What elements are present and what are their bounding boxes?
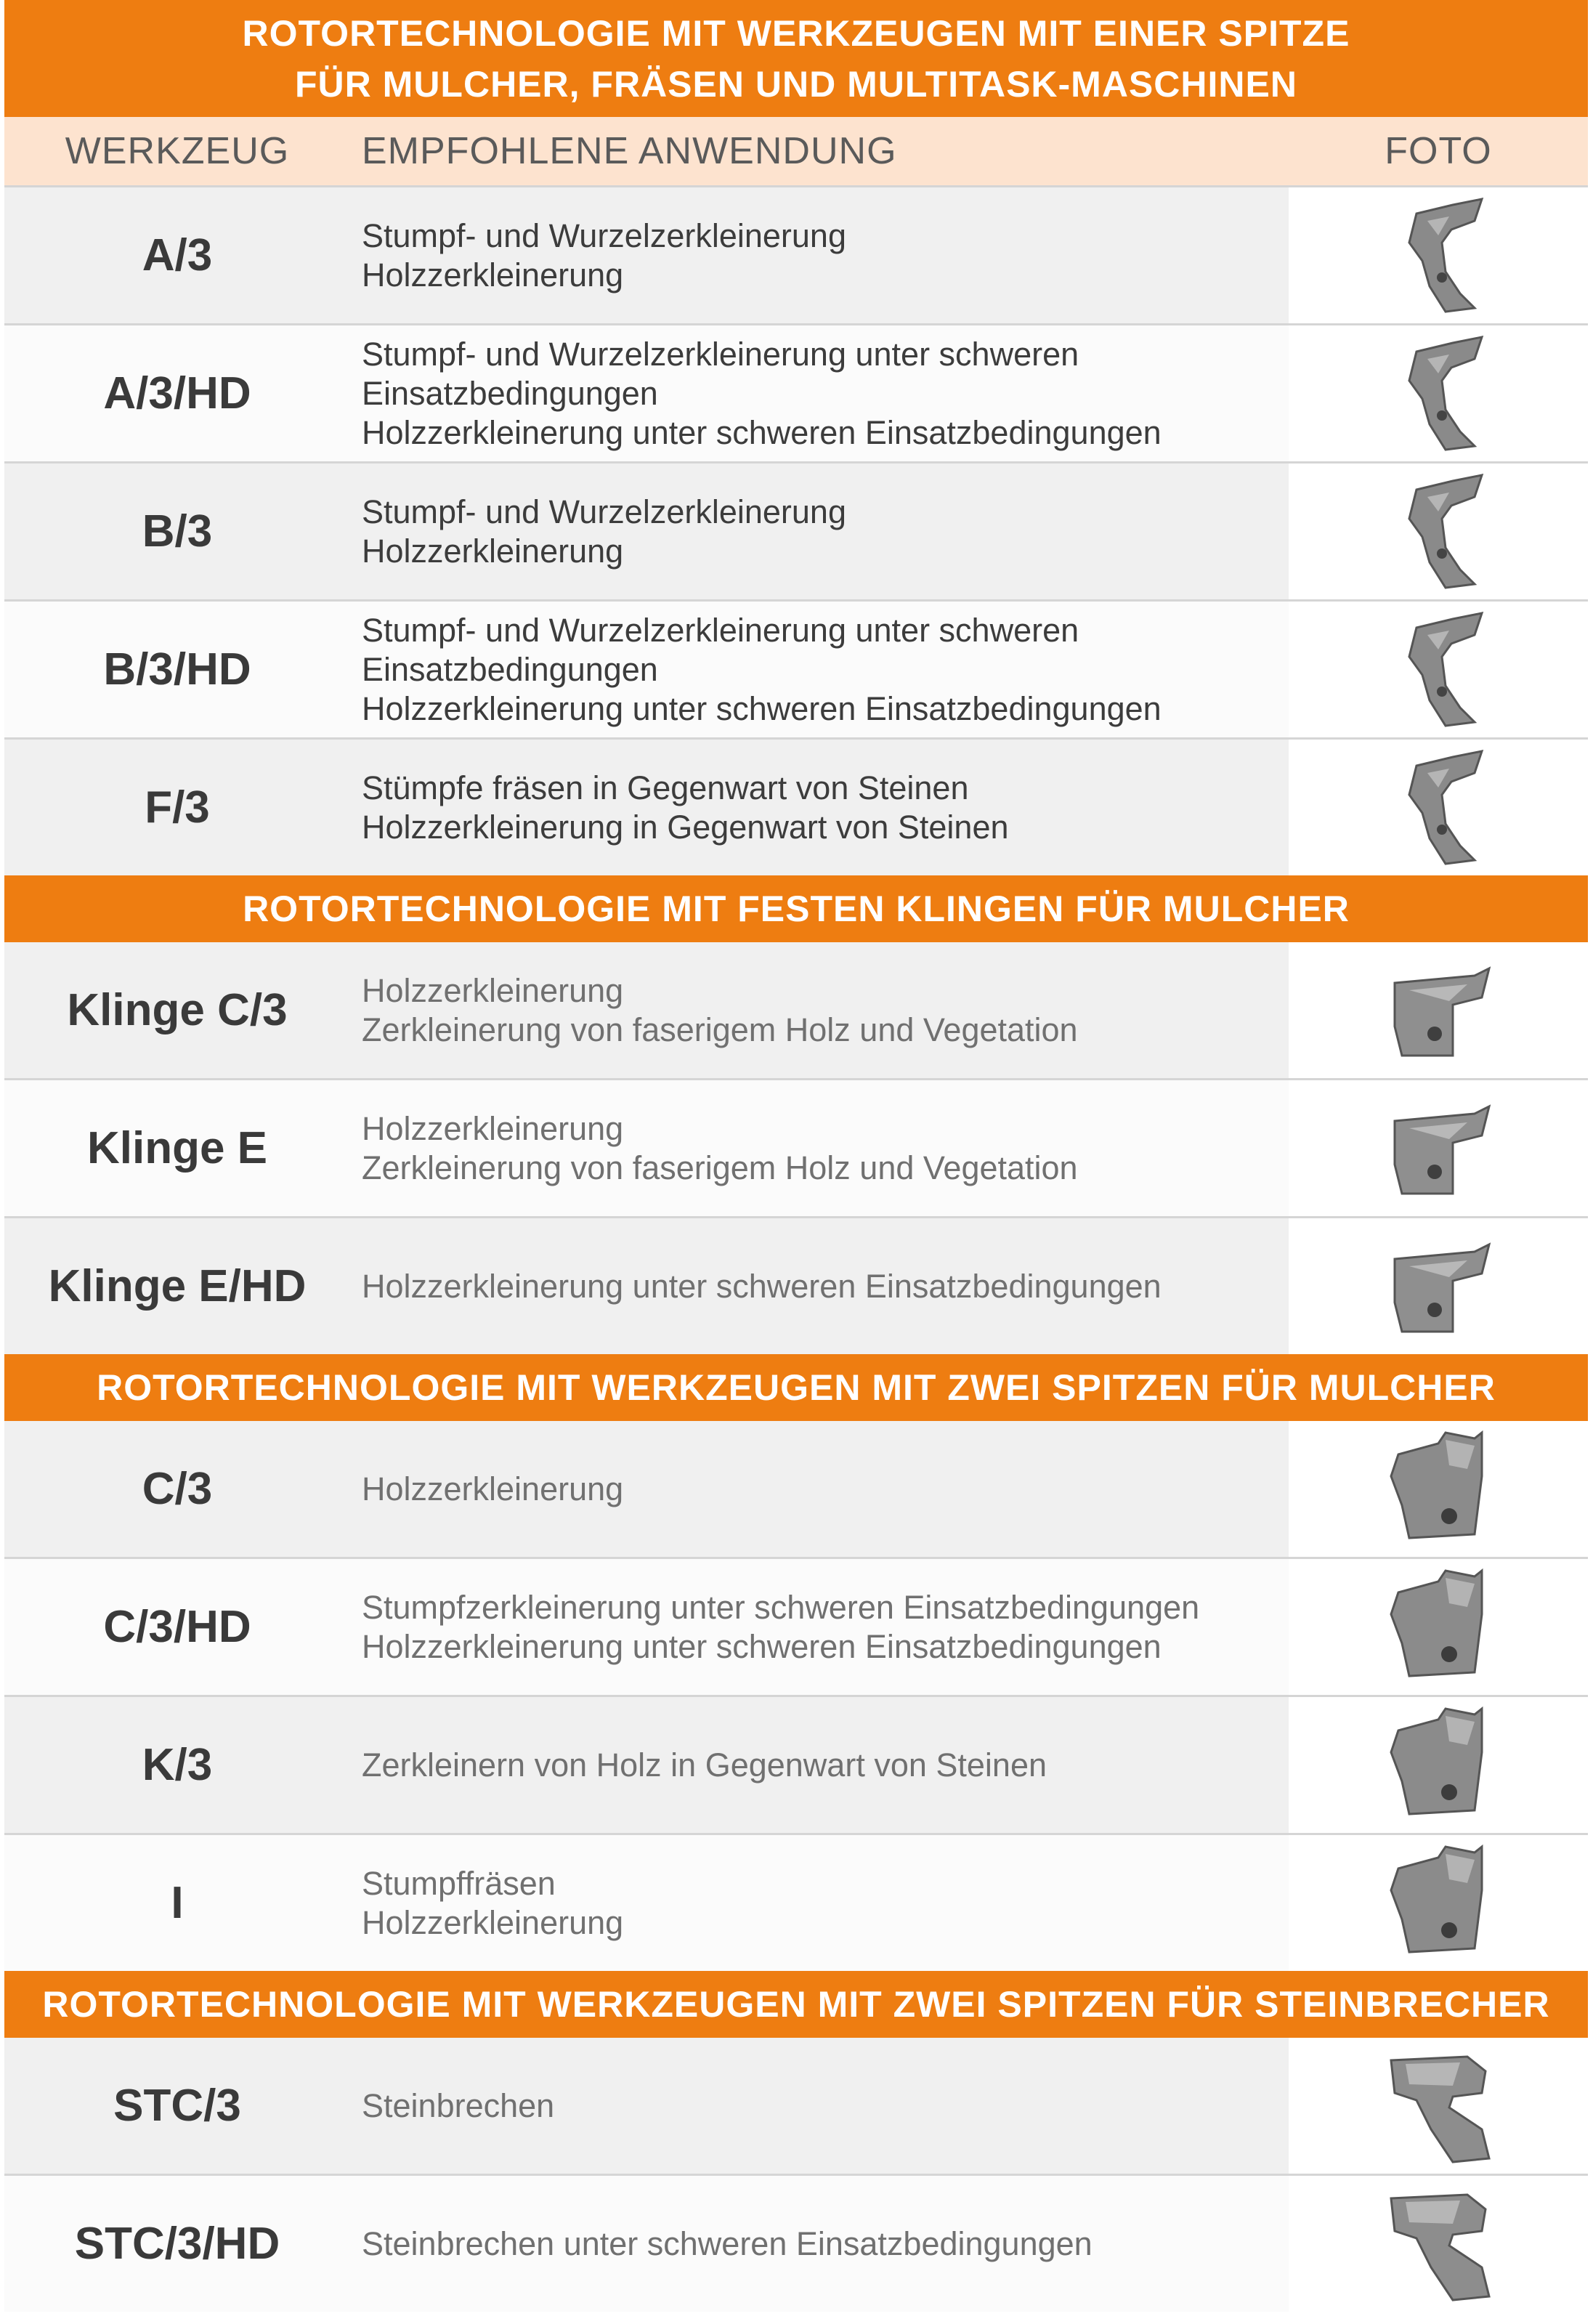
tool-name: Klinge E <box>86 1123 268 1173</box>
table-row <box>4 942 1588 1078</box>
section-title: ROTORTECHNOLOGIE MIT WERKZEUGEN MIT ZWEI SPITZEN FÜR MULCHER <box>97 1367 1496 1408</box>
single-tip-tool-photo <box>1366 192 1511 319</box>
use-line: Steinbrechen <box>362 2086 555 2124</box>
tool-photo-cell <box>1289 187 1588 323</box>
use-line: Stumpf- und Wurzelzerkleinerung unter schweren <box>362 611 1079 649</box>
tool-name: K/3 <box>142 1740 213 1790</box>
main-header <box>4 0 1588 117</box>
table-row <box>4 2174 1588 2312</box>
tool-photo-cell <box>1289 2176 1588 2312</box>
column-header-row <box>4 117 1588 185</box>
tool-photo-cell <box>1289 463 1588 599</box>
column-header-use: EMPFOHLENE ANWENDUNG <box>362 130 897 172</box>
use-line: Holzzerkleinerung <box>362 1903 624 1941</box>
table-body <box>4 185 1588 2312</box>
use-line: Einsatzbedingungen <box>362 650 658 688</box>
use-line: Stumpf- und Wurzelzerkleinerung <box>362 493 846 530</box>
tool-name: A/3 <box>142 230 213 280</box>
tool-photo-cell <box>1289 1421 1588 1557</box>
recommended-use <box>350 1835 1289 1971</box>
section-title: ROTORTECHNOLOGIE MIT FESTEN KLINGEN FÜR MULCHER <box>243 888 1350 929</box>
tool-photo-cell <box>1289 2038 1588 2174</box>
double-tip-tool-photo <box>1366 1563 1511 1691</box>
use-line: Holzzerkleinerung unter schweren Einsatzbedingungen <box>362 689 1162 727</box>
table-row <box>4 1216 1588 1354</box>
table-row <box>4 323 1588 461</box>
column-header-tool: WERKZEUG <box>65 130 290 172</box>
use-line: Holzzerkleinerung in Gegenwart von Steinen <box>362 808 1009 846</box>
tool-photo-cell <box>1289 1835 1588 1971</box>
table-row <box>4 1833 1588 1971</box>
tool-name: STC/3/HD <box>74 2219 280 2269</box>
use-line: Holzzerkleinerung unter schweren Einsatzbedingungen <box>362 1627 1162 1665</box>
tool-photo-cell <box>1289 1697 1588 1833</box>
tool-photo-cell <box>1289 1080 1588 1216</box>
tool-photo-cell <box>1289 1218 1588 1354</box>
tool-photo-cell <box>1289 1559 1588 1695</box>
recommended-use <box>350 2176 1289 2312</box>
recommended-use <box>350 602 1289 737</box>
table-row <box>4 2038 1588 2174</box>
recommended-use <box>350 942 1289 1078</box>
table-row <box>4 737 1588 875</box>
single-tip-tool-photo <box>1366 468 1511 595</box>
use-line: Zerkleinerung von faserigem Holz und Vegetation <box>362 1149 1078 1186</box>
tool-photo-cell <box>1289 602 1588 737</box>
use-line: Stumpffräsen <box>362 1864 556 1902</box>
use-line: Einsatzbedingungen <box>362 374 658 412</box>
use-line: Stümpfe fräsen in Gegenwart von Steinen <box>362 769 969 806</box>
table-row <box>4 1078 1588 1216</box>
recommended-use <box>350 187 1289 323</box>
recommended-use <box>350 1559 1289 1695</box>
recommended-use <box>350 1218 1289 1354</box>
blade-tool-photo <box>1366 947 1511 1074</box>
double-tip-tool-photo <box>1366 1839 1511 1967</box>
recommended-use <box>350 740 1289 875</box>
use-line: Stumpf- und Wurzelzerkleinerung <box>362 216 846 254</box>
tool-name: C/3 <box>142 1464 213 1514</box>
use-line: Holzzerkleinerung <box>362 532 624 570</box>
use-line: Holzzerkleinerung <box>362 1470 624 1507</box>
recommended-use <box>350 463 1289 599</box>
section-header <box>4 875 1588 942</box>
section-header <box>4 1354 1588 1421</box>
tool-name: B/3 <box>142 506 213 556</box>
use-line: Holzzerkleinerung <box>362 971 624 1009</box>
use-line: Holzzerkleinerung unter schweren Einsatzbedingungen <box>362 1267 1162 1305</box>
use-line: Zerkleinern von Holz in Gegenwart von Steinen <box>362 1746 1047 1784</box>
tool-name: STC/3 <box>113 2081 241 2131</box>
tool-name: Klinge C/3 <box>67 985 288 1035</box>
table-row <box>4 185 1588 323</box>
stone-crusher-tool-photo <box>1366 2180 1511 2307</box>
stone-crusher-tool-photo <box>1366 2042 1511 2169</box>
recommended-use <box>350 1080 1289 1216</box>
table-row <box>4 1557 1588 1695</box>
use-line: Steinbrechen unter schweren Einsatzbedingungen <box>362 2224 1093 2262</box>
use-line: Holzzerkleinerung unter schweren Einsatzbedingungen <box>362 413 1162 451</box>
tool-name: Klinge E/HD <box>48 1261 307 1311</box>
tool-name: I <box>171 1878 184 1928</box>
tool-name: F/3 <box>145 782 210 833</box>
use-line: Stumpfzerkleinerung unter schweren Einsatzbedingungen <box>362 1588 1200 1626</box>
blade-tool-photo <box>1366 1223 1511 1350</box>
double-tip-tool-photo <box>1366 1701 1511 1829</box>
recommended-use <box>350 2038 1289 2174</box>
use-line: Holzzerkleinerung <box>362 1109 624 1147</box>
section-header <box>4 1971 1588 2038</box>
recommended-use <box>350 325 1289 461</box>
single-tip-tool-photo <box>1366 744 1511 871</box>
table-row <box>4 461 1588 599</box>
table-row <box>4 1421 1588 1557</box>
tool-photo-cell <box>1289 942 1588 1078</box>
column-header-photo: FOTO <box>1385 130 1492 172</box>
main-header-line-1: ROTORTECHNOLOGIE MIT WERKZEUGEN MIT EINER SPITZE <box>242 12 1350 54</box>
tool-photo-cell <box>1289 325 1588 461</box>
tool-name: C/3/HD <box>103 1602 251 1652</box>
tool-name: B/3/HD <box>103 644 251 695</box>
single-tip-tool-photo <box>1366 330 1511 457</box>
recommended-use <box>350 1697 1289 1833</box>
table-row <box>4 1695 1588 1833</box>
use-line: Stumpf- und Wurzelzerkleinerung unter schweren <box>362 335 1079 373</box>
tool-table <box>4 0 1588 2312</box>
use-line: Holzzerkleinerung <box>362 256 624 293</box>
double-tip-tool-photo <box>1366 1425 1511 1552</box>
use-line: Zerkleinerung von faserigem Holz und Vegetation <box>362 1011 1078 1048</box>
recommended-use <box>350 1421 1289 1557</box>
single-tip-tool-photo <box>1366 606 1511 733</box>
blade-tool-photo <box>1366 1085 1511 1212</box>
main-header-line-2: FÜR MULCHER, FRÄSEN UND MULTITASK-MASCHINEN <box>295 63 1297 105</box>
tool-name: A/3/HD <box>103 368 251 418</box>
table-row <box>4 599 1588 737</box>
tool-photo-cell <box>1289 740 1588 875</box>
section-title: ROTORTECHNOLOGIE MIT WERKZEUGEN MIT ZWEI SPITZEN FÜR STEINBRECHER <box>42 1984 1550 2025</box>
